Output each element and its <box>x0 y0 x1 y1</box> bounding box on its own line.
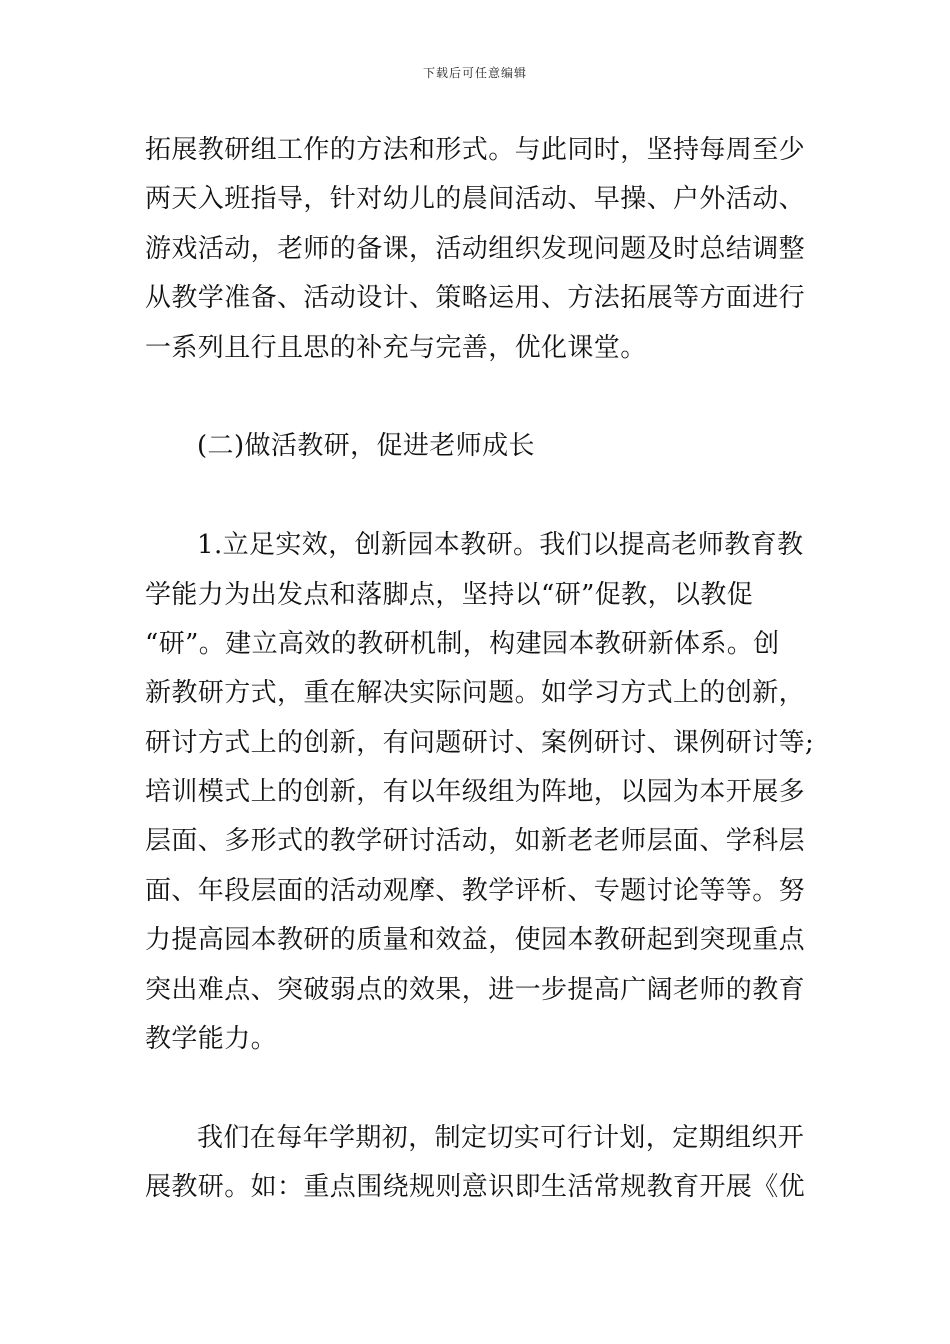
text-line: 突出难点、突破弱点的效果，进一步提高广阔老师的教育 <box>145 974 806 1005</box>
paragraph-gap <box>145 373 810 422</box>
paragraph-gap <box>145 472 810 521</box>
paragraph-gap <box>145 1064 810 1113</box>
text-line: 两天入班指导，针对幼儿的晨间活动、早操、户外活动、 <box>145 184 806 215</box>
text-line: 展教研。如：重点围绕规则意识即生活常规教育开展《优 <box>145 1172 806 1203</box>
text-line: 学能力为出发点和落脚点，坚持以“研”促教，以教促 <box>145 579 754 610</box>
document-body <box>145 126 815 1213</box>
text-line: 新教研方式，重在解决实际问题。如学习方式上的创新， <box>145 678 806 709</box>
paragraph-semester-plan <box>145 1114 810 1213</box>
text-line: 我们在每年学期初，制定切实可行计划，定期组织开 <box>197 1122 805 1153</box>
text-line: 游戏活动，老师的备课，活动组织发现问题及时总结调整 <box>145 233 806 264</box>
text-line: 研讨方式上的创新，有问题研讨、案例研讨、课例研讨等; <box>145 727 815 758</box>
text-line: 力提高园本教研的质量和效益，使园本教研起到突现重点 <box>145 925 806 956</box>
text-line: 1.立足实效，创新园本教研。我们以提高老师教育教 <box>197 530 804 561</box>
paragraph-continuation <box>145 126 810 373</box>
paragraph-innovation <box>145 521 815 1064</box>
text-line: 层面、多形式的教学研讨活动，如新老老师层面、学科层 <box>145 826 806 857</box>
page-header: 下载后可任意编辑 <box>422 66 527 80</box>
text-line: 教学能力。 <box>145 1024 278 1055</box>
section-heading <box>145 422 810 471</box>
text-line: 培训模式上的创新，有以年级组为阵地，以园为本开展多 <box>145 777 806 808</box>
text-line: 拓展教研组工作的方法和形式。与此同时，坚持每周至少 <box>145 135 806 165</box>
text-line: “研”。建立高效的教研机制，构建园本教研新体系。创 <box>145 628 780 659</box>
text-line: 一系列且行且思的补充与完善，优化课堂。 <box>145 332 647 363</box>
section-heading-text: (二)做活教研，促进老师成长 <box>197 431 535 462</box>
text-line: 从教学准备、活动设计、策略运用、方法拓展等方面进行 <box>145 283 806 314</box>
text-line: 面、年段层面的活动观摩、教学评析、专题讨论等等。努 <box>145 875 806 906</box>
